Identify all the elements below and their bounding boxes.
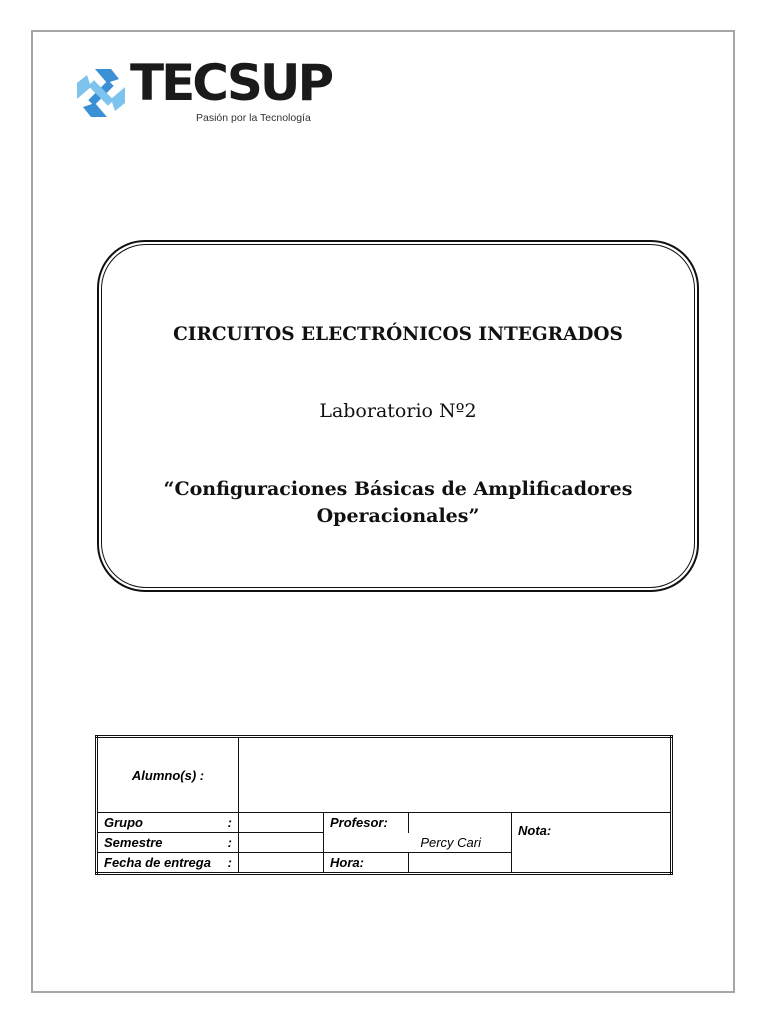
fecha-entrega-label-text: Fecha de entrega [104, 855, 211, 870]
profesor-label: Profesor: [324, 813, 409, 833]
profesor-value: Percy Cari [324, 833, 512, 853]
grupo-colon: : [227, 815, 232, 830]
student-info-table [95, 735, 673, 875]
profesor-spacer [409, 813, 512, 833]
alumno-field[interactable] [239, 737, 672, 813]
lab-subject-line-2: Operacionales” [316, 505, 480, 527]
semestre-field[interactable] [239, 833, 324, 853]
grupo-field[interactable] [239, 813, 324, 833]
semestre-label-text: Semestre [104, 835, 163, 850]
logo-brand-text: TECSUP [130, 54, 332, 112]
nota-label: Nota: [512, 813, 672, 874]
fecha-entrega-colon: : [227, 855, 232, 870]
lab-number: Laboratorio Nº2 [319, 400, 477, 422]
grupo-label [97, 813, 239, 833]
fecha-entrega-field[interactable] [239, 853, 324, 874]
semestre-label [97, 833, 239, 853]
semestre-colon: : [227, 835, 232, 850]
alumno-label: Alumno(s) : [97, 737, 239, 813]
tecsup-logo [70, 54, 332, 128]
cover-title-box [97, 240, 699, 592]
logo-emblem-icon [70, 62, 132, 124]
lab-subject [99, 476, 697, 530]
lab-subject-line-1: “Configuraciones Básicas de Amplificadores [163, 478, 633, 500]
logo-tagline: Pasión por la Tecnología [196, 112, 311, 124]
fecha-entrega-label [97, 853, 239, 874]
hora-field[interactable] [409, 853, 512, 874]
course-title: CIRCUITOS ELECTRÓNICOS INTEGRADOS [173, 324, 623, 345]
hora-label: Hora: [324, 853, 409, 874]
grupo-label-text: Grupo [104, 815, 143, 830]
